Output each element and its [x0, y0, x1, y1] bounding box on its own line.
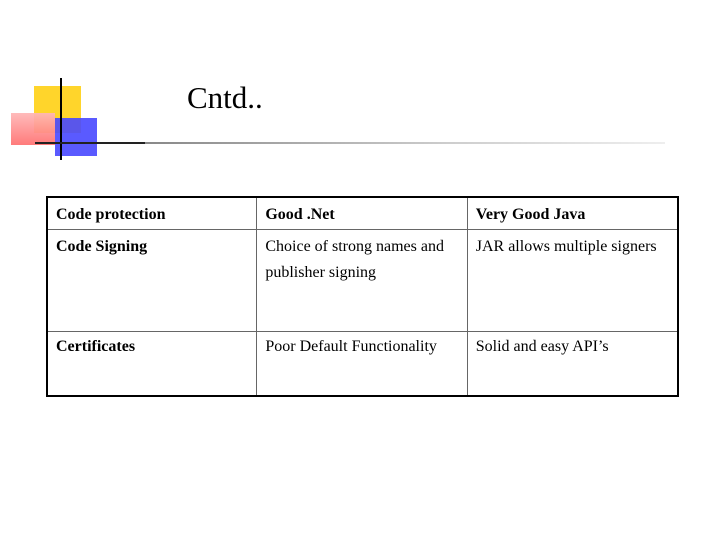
slide-title: Cntd..	[187, 80, 263, 115]
cell-text-extra: publisher signing	[265, 264, 377, 281]
table-row	[47, 230, 678, 332]
table-cell-dotnet	[257, 230, 467, 332]
table-row	[47, 332, 678, 397]
table-cell-java: Solid and easy API’s	[467, 332, 678, 397]
table-row	[47, 197, 678, 230]
table-cell-java: JAR allows multiple signers	[467, 230, 678, 332]
table-cell-java: Very Good Java	[467, 197, 678, 230]
decor-vertical-line	[60, 78, 62, 160]
cell-text: Choice of strong names and	[265, 238, 444, 255]
comparison-table	[46, 196, 679, 397]
table-cell-feature: Code protection	[47, 197, 257, 230]
table-cell-dotnet: Good .Net	[257, 197, 467, 230]
decor-horizontal-line	[35, 142, 145, 144]
table-cell-feature: Code Signing	[47, 230, 257, 332]
decor-red-gradient	[11, 113, 55, 145]
title-underline	[145, 142, 665, 144]
table-cell-feature: Certificates	[47, 332, 257, 397]
table-cell-dotnet: Poor Default Functionality	[257, 332, 467, 397]
